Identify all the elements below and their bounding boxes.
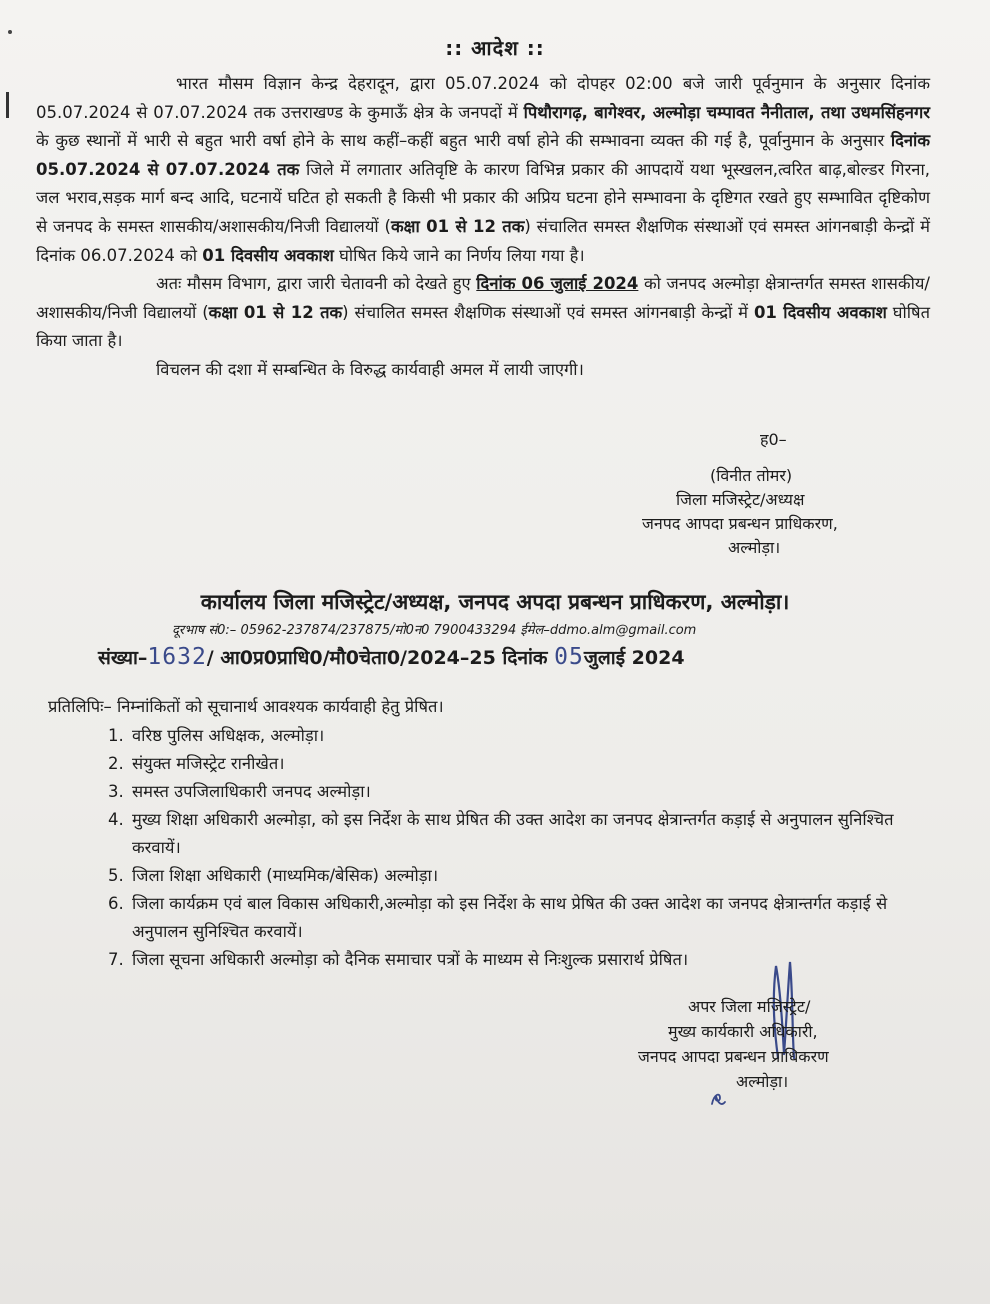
text-run: भारत मौसम विज्ञान केन्द्र देहरादून, द्वारा 05.07.2024 को दोपहर 02:00 बजे जारी पूर्वनुमान के अनुसार दिनांक 05.07.2024 से 07.07.2024 तक उत्तराखण्ड के कुमाऊँ क्षेत्र के जनपदों में xyxy=(36,74,930,122)
item-number: 5. xyxy=(108,866,124,885)
item-number: 1. xyxy=(108,726,124,745)
item-text: जिला सूचना अधिकारी अल्मोड़ा को दैनिक समाचार पत्रों के माध्यम से निःशुल्क प्रसारार्थ प्रेषित। xyxy=(132,950,689,969)
list-item xyxy=(108,750,908,778)
signatory-designation: जिला मजिस्ट्रेट/अध्यक्ष xyxy=(676,490,805,509)
list-item xyxy=(108,862,908,890)
signatory-designation: अपर जिला मजिस्ट्रेट/ xyxy=(688,997,811,1016)
signatory-place: अल्मोड़ा। xyxy=(736,1072,789,1091)
date-range-emphasis: दिनांक 05.07.2024 से 07.07.2024 तक xyxy=(36,131,930,179)
list-item xyxy=(108,722,908,750)
class-range-emphasis: कक्षा 01 से 12 तक xyxy=(208,302,343,322)
holiday-emphasis: 01 दिवसीय अवकाश xyxy=(753,302,887,322)
order-paragraph-3: विचलन की दशा में सम्बन्धित के विरुद्ध कार्यवाही अमल में लायी जाएगी। xyxy=(156,359,584,379)
signed-mark: ह0– xyxy=(760,430,787,449)
holiday-date-emphasis: दिनांक 06 जुलाई 2024 xyxy=(476,274,639,294)
reference-prefix: संख्या– xyxy=(98,647,148,669)
adm-signature-block xyxy=(620,994,940,1094)
class-range-emphasis: कक्षा 01 से 12 तक xyxy=(390,216,525,236)
order-paragraph-2 xyxy=(36,270,930,356)
reference-code: / आ0प्र0प्राधि0/मौ0चेता0/2024–25 दिनांक xyxy=(206,647,555,669)
text-run: अतः मौसम विभाग, द्वारा जारी चेतावनी को देखते हुए xyxy=(156,274,477,294)
scan-margin-mark xyxy=(6,92,9,118)
holiday-emphasis: 01 दिवसीय अवकाश xyxy=(202,245,334,265)
reference-number-handwritten: 1632 xyxy=(147,644,207,670)
text-run: घोषित किये जाने का निर्णय लिया गया है। xyxy=(333,245,585,265)
item-text: समस्त उपजिलाधिकारी जनपद अल्मोड़ा। xyxy=(132,782,371,801)
item-text: वरिष्ठ पुलिस अधिक्षक, अल्मोड़ा। xyxy=(132,726,325,745)
list-item xyxy=(108,890,908,946)
item-number: 7. xyxy=(108,950,124,969)
reference-day-handwritten: 05 xyxy=(554,644,584,670)
item-number: 3. xyxy=(108,782,124,801)
item-text: संयुक्त मजिस्ट्रेट रानीखेत। xyxy=(132,754,285,773)
list-item xyxy=(108,778,908,806)
contact-line: दूरभाष सं0:– 05962-237874/237875/मो0न0 7900433294 ईमेल–ddmo.alm@gmail.com xyxy=(172,623,697,638)
item-number: 4. xyxy=(108,810,124,829)
districts-emphasis: पिथौरागढ़, बागेश्वर, अल्मोड़ा चम्पावत नैनीताल, तथा उधमसिंहनगर xyxy=(523,102,930,122)
reference-line xyxy=(98,644,918,670)
text-run: को जनपद अल्मोड़ा क्षेत्रान्तर्गत समस्त शासकीय/अशासकीय/निजी विद्यालयों ( xyxy=(36,274,930,322)
reference-month-year: जुलाई 2024 xyxy=(583,647,685,669)
order-body xyxy=(36,70,930,385)
text-run: ) संचालित समस्त शैक्षणिक संस्थाओं एवं समस्त आंगनबाड़ी केन्द्रों में xyxy=(342,302,754,322)
copy-to-intro: प्रतिलिपिः– निम्नांकितों को सूचानार्थ आवश्यक कार्यवाही हेतु प्रेषित। xyxy=(48,697,444,716)
office-line: कार्यालय जिला मजिस्ट्रेट/अध्यक्ष, जनपद अपदा प्रबन्धन प्राधिकरण, अल्मोड़ा। xyxy=(200,590,790,614)
order-paragraph-1 xyxy=(36,70,930,270)
text-run: घोषित किया जाता है। xyxy=(36,302,930,351)
text-run: के कुछ स्थानों में भारी से बहुत भारी वर्षा होने के साथ कहीं–कहीं बहुत भारी वर्षा होने की सम्भावना व्यक्त की गई है, पूर्वानुमान के अनुसार xyxy=(36,131,891,151)
text-run: ) संचालित समस्त शैक्षणिक संस्थाओं एवं समस्त आंगनबाड़ी केन्द्रों में दिनांक 06.07.2024 को xyxy=(36,216,930,265)
item-text: जिला शिक्षा अधिकारी (माध्यमिक/बेसिक) अल्मोड़ा। xyxy=(132,866,439,885)
order-heading: :: आदेश :: xyxy=(445,36,545,60)
dm-signature-block xyxy=(600,428,940,560)
list-item xyxy=(108,806,908,862)
item-number: 6. xyxy=(108,894,124,913)
signatory-name: (विनीत तोमर) xyxy=(710,466,793,485)
signatory-authority: जनपद आपदा प्रबन्धन प्राधिकरण xyxy=(638,1047,829,1066)
item-text: मुख्य शिक्षा अधिकारी अल्मोड़ा, को इस निर्देश के साथ प्रेषित की उक्त आदेश का जनपद क्षेत्रान्तर्गत कड़ाई से अनुपालन सुनिश्चित करवायें। xyxy=(132,810,894,857)
signatory-role: मुख्य कार्यकारी अधिकारी, xyxy=(668,1022,818,1041)
handwritten-initial xyxy=(708,1090,728,1108)
item-text: जिला कार्यक्रम एवं बाल विकास अधिकारी,अल्मोड़ा को इस निर्देश के साथ प्रेषित की उक्त आदेश का जनपद क्षेत्रान्तर्गत कड़ाई से अनुपालन सुनिश्चित करवायें। xyxy=(132,894,888,941)
text-run: जिले में लगातार अतिवृष्टि के कारण विभिन्न प्रकार की आपदायें यथा भूस्खलन,त्वरित बाढ़,बोल्डर गिरना, जल भराव,सड़क मार्ग बन्द आदि, घटनायें घटित हो सकती है किसी भी प्रकार की अप्रिय घटना होने सम्भावना के दृष्टिगत रखते हुए सम्भावित दृष्टिकोण से जनपद के समस्त शासकीय/अशासकीय/निजी विद्यालयों ( xyxy=(36,159,930,236)
copy-to-list xyxy=(108,722,908,974)
item-number: 2. xyxy=(108,754,124,773)
signatory-place: अल्मोड़ा। xyxy=(728,538,781,557)
signatory-authority: जनपद आपदा प्रबन्धन प्राधिकरण, xyxy=(642,514,838,533)
